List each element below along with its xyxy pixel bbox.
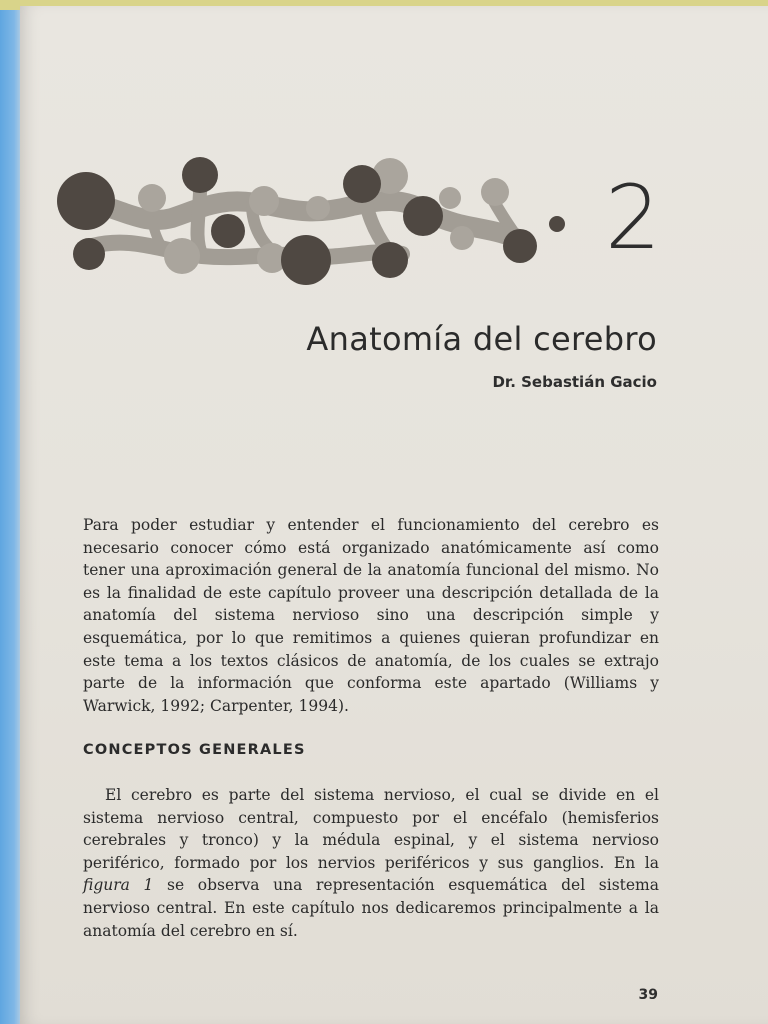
page-edge-background — [0, 10, 20, 1024]
section-paragraph-text-after: se observa una representación esquemática del sistema nervioso central. En este capítulo nos dedicaremos principalmente a la anatomía del cerebro en sí. — [83, 876, 659, 940]
book-page — [20, 6, 768, 1024]
section-paragraph-text-before: El cerebro es parte del sistema nervioso, el cual se divide en el sistema nervioso central, compuesto por el encéfalo (hemisferios cerebrales y tronco) y la médula espinal, y el sistema nervioso periférico, formado por los nervios periféricos y sus ganglios. En la — [83, 786, 659, 872]
chapter-author: Dr. Sebastián Gacio — [492, 373, 657, 391]
intro-paragraph: Para poder estudiar y entender el funcionamiento del cerebro es necesario conocer cómo está organizado anatómicamente así como tener una aproximación general de la anatomía funcional del mismo. No es la finalidad de este capítulo proveer una descripción detallada de la anatomía del sistema nervioso sino una descripción simple y esquemática, por lo que remitimos a quienes quieran profundizar en este tema a los textos clásicos de anatomía, de los cuales se extrajo parte de la información que conforma este apartado (Williams y Warwick, 1992; Carpenter, 1994). — [83, 516, 659, 715]
page-number: 39 — [638, 987, 658, 1003]
section-heading: CONCEPTOS GENERALES — [83, 742, 306, 758]
figure-reference: figura 1 — [83, 876, 154, 895]
section-paragraph — [83, 784, 659, 942]
neuron-network-icon — [52, 156, 572, 286]
chapter-title: Anatomía del cerebro — [306, 320, 657, 358]
chapter-number: 2 — [605, 166, 661, 269]
